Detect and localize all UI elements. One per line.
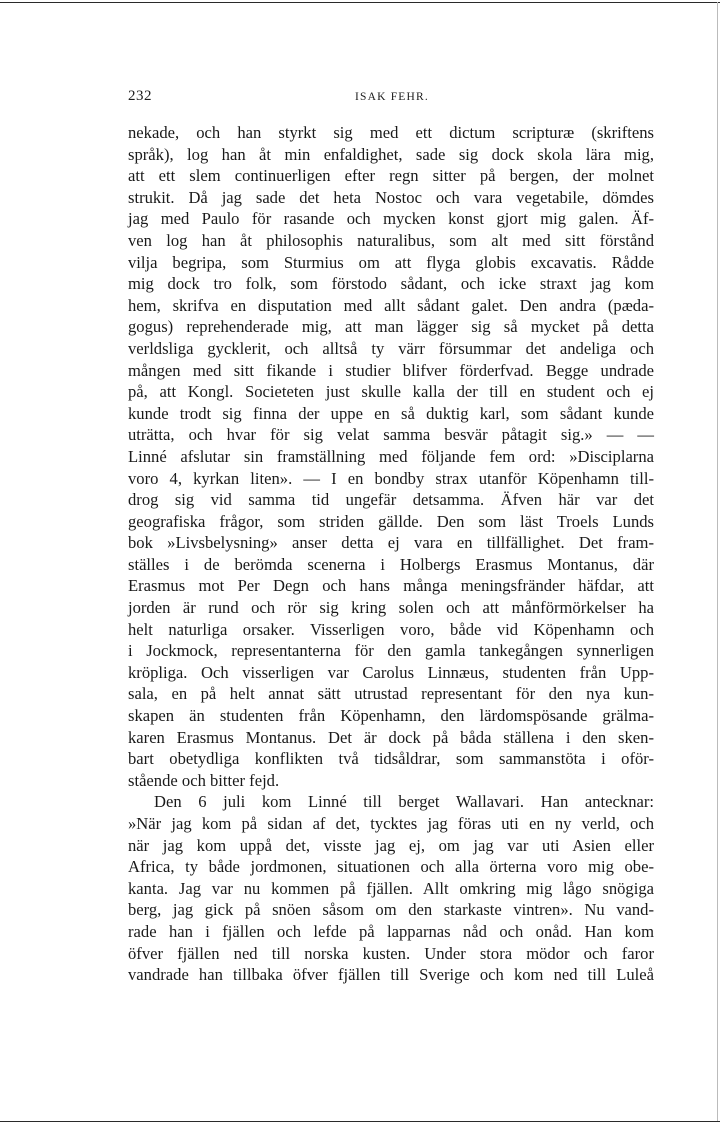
text-line: verldsliga gycklerit, och alltså ty värr försummar det andeliga och [128,338,654,358]
text-line: Africa, ty både jordmonen, situationen och alla örterna voro mig obe- [128,857,654,877]
text-line: ställes i de berömda scenerna i Holbergs Erasmus Montanus, där [128,554,654,574]
text-line: kanta. Jag var nu kommen på fjällen. Allt omkring mig lågo snögiga [128,878,654,898]
page-number: 232 [128,88,152,104]
page-header [128,88,654,108]
scan-edge-top [0,2,720,3]
text-line: stående och bitter fejd. [128,770,280,790]
text-line: karen Erasmus Montanus. Det är dock på båda ställena i den sken- [128,727,654,747]
text-line: nekade, och han styrkt sig med ett dictum scripturæ (skriftens [128,123,654,142]
text-line: sala, en på helt annat sätt utrustad representant för den nya kun- [128,684,654,704]
text-line: öfver fjällen ned till norska kusten. Under stora mödor och faror [128,943,654,963]
text-line: strukit. Då jag sade det heta Nostoc och vara vegetabile, dömdes [128,187,654,207]
text-line: bart obetydliga konflikten två tidsåldrar, som sammanstöta i oför- [128,749,654,769]
text-line-paragraph-start: Den 6 juli kom Linné till berget Wallavari. Han antecknar: [154,792,654,812]
running-head: ISAK FEHR. [355,91,429,103]
text-line: vandrade han tillbaka öfver fjällen till Sverige och kom ned till Luleå [128,965,654,985]
text-line: skapen än studenten från Köpenhamn, den lärdomspösande grälma- [128,706,654,726]
text-line: drog sig vid samma tid ungefär detsamma. Äfven här var det [128,490,654,510]
text-line: vilja begripa, som Sturmius om att flyga globis excavatis. Rådde [128,252,654,272]
text-line: uträtta, och hvar för sig velat samma besvär påtagit sig.» — — [128,425,654,445]
scan-edge-right [717,2,718,1122]
text-line: gogus) reprehenderade mig, att man lägger sig så mycket på detta [128,317,654,337]
text-line: ven log han åt philosophis naturalibus, som alt med sitt förstånd [128,230,654,250]
text-line: jorden är rund och rör sig kring solen och att månförmörkelser ha [128,598,654,618]
text-line: hem, skrifva en disputation med allt sådant galet. Den andra (pæda- [128,295,654,315]
text-line: Linné afslutar sin framställning med följande fem ord: »Disciplarna [128,446,654,466]
text-line: »När jag kom på sidan af det, tycktes jag föras uti en ny verld, och [128,814,654,833]
text-line: kunde trodt sig finna der uppe en så duktig karl, som sådant kunde [128,403,654,423]
scan-edge-bottom [0,1121,720,1122]
text-line: på, att Kongl. Societeten just skulle kalla der till en student och ej [128,382,654,402]
text-line: mig dock tro folk, som förstodo sådant, och icke straxt jag kom [128,274,654,294]
text-line: mången med sitt fikande i studier blifver förderfvad. Begge undrade [128,360,654,380]
body-text [128,122,654,986]
text-line: geografiska frågor, som striden gällde. Den som läst Troels Lunds [128,511,654,531]
text-line: i Jockmock, representanterna för den gamla tankegången synnerligen [128,641,654,661]
text-line: språk), log han åt min enfaldighet, sade sig dock skola lära mig, [128,144,654,164]
text-line: kröpliga. Och visserligen var Carolus Linnæus, studenten från Upp- [128,662,654,682]
text-line: berg, jag gick på snöen såsom om den starkaste vintren». Nu vand- [128,900,654,920]
text-line: att ett slem continuerligen efter regn sitter på bergen, der molnet [128,166,654,186]
text-line: voro 4, kyrkan liten». — I en bondby strax utanför Köpenhamn till- [128,468,654,488]
text-line: rade han i fjällen och lefde på lapparnas nåd och onåd. Han kom [128,921,654,941]
text-line: jag med Paulo för rasande och mycken konst gjort mig galen. Äf- [128,209,654,229]
text-line: Erasmus mot Per Degn och hans många meningsfränder häfdar, att [128,576,654,596]
text-line: helt naturliga orsaker. Visserligen voro, både vid Köpenhamn och [128,619,654,639]
text-line: bok »Livsbelysning» anser detta ej vara en tillfällighet. Det fram- [128,533,654,553]
text-line: när jag kom uppå det, visste jag ej, om jag var uti Asien eller [128,835,654,855]
